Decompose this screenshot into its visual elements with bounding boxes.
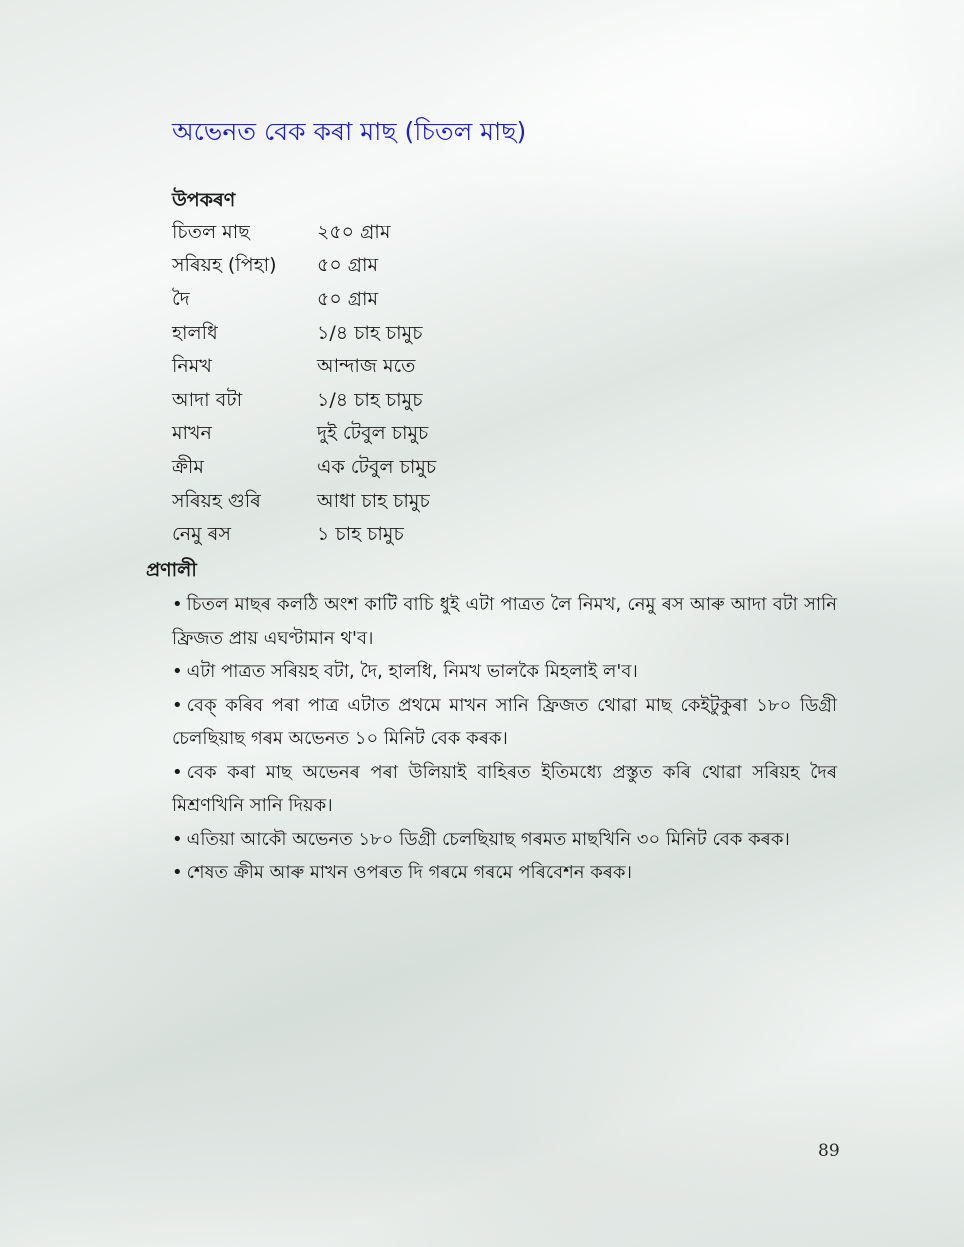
ingredient-name: সৰিয়হ গুৰি — [172, 489, 261, 512]
ingredient-quantity: ৫০ গ্ৰাম — [317, 254, 379, 277]
method-step — [172, 823, 837, 857]
method-step — [172, 856, 837, 890]
ingredient-row — [172, 251, 436, 285]
ingredient-name: আদা বটা — [172, 388, 243, 411]
ingredient-quantity: এক টেবুল চামুচ — [317, 455, 437, 478]
ingredient-name: দৈ — [172, 287, 190, 310]
ingredient-row — [172, 486, 436, 520]
method-step — [172, 655, 837, 689]
ingredient-name: নেমু ৰস — [172, 523, 231, 546]
ingredient-quantity: ২৫০ গ্ৰাম — [317, 220, 391, 243]
bullet-icon: • — [172, 661, 183, 682]
ingredient-name: সৰিয়হ (পিহা) — [172, 254, 277, 277]
bullet-icon: • — [172, 862, 183, 883]
recipe-title: অভেনত বেক কৰা মাছ (চিতল মাছ) — [172, 117, 527, 146]
bullet-icon: • — [172, 828, 183, 850]
ingredient-row — [172, 519, 436, 553]
ingredient-quantity: ৫০ গ্ৰাম — [317, 287, 379, 310]
step-text: এটা পাত্ৰত সৰিয়হ বটা, দৈ, হালধি, নিমখ ভালকৈ মিহলাই ল'ব। — [186, 661, 638, 682]
ingredient-name: চিতল মাছ — [172, 220, 250, 243]
step-text: চিতল মাছৰ কলঠি অংশ কাটি বাচি ধুই এটা পাত্ৰত লৈ নিমখ, নেমু ৰস আৰু আদা বটা সানি ফ্ৰিজত প্ৰায় এঘণ্টামান থ'ব। — [172, 594, 837, 649]
ingredient-quantity: ১/৪ চাহ চামুচ — [317, 388, 423, 411]
method-steps — [172, 588, 837, 890]
step-text: শেষত ক্ৰীম আৰু মাখন ওপৰত দি গৰমে গৰমে পৰিবেশন কৰক। — [186, 862, 632, 883]
ingredient-row — [172, 452, 436, 486]
ingredient-quantity: ১ চাহ চামুচ — [317, 523, 404, 546]
ingredients-heading: উপকৰণ — [172, 189, 236, 211]
ingredient-row — [172, 318, 436, 352]
ingredient-name: ক্ৰীম — [172, 455, 204, 478]
ingredient-quantity: আন্দাজ মতে — [317, 355, 416, 378]
step-text: এতিয়া আকৌ অভেনত ১৮০ ডিগ্ৰী চেলছিয়াছ গৰমত মাছখিনি ৩০ মিনিট বেক কৰক। — [186, 828, 790, 850]
ingredient-quantity: ১/৪ চাহ চামুচ — [317, 321, 423, 344]
bullet-icon: • — [172, 761, 183, 783]
method-step — [172, 588, 837, 655]
ingredient-row — [172, 419, 436, 453]
method-step — [172, 756, 837, 823]
ingredient-name: হালধি — [172, 321, 218, 344]
step-text: বেক কৰা মাছ অভেনৰ পৰা উলিয়াই বাহিৰত ইতিমধ্যে প্ৰস্তুত কৰি থোৱা সৰিয়হ দৈৰ মিশ্ৰণখিনি সানি দিয়ক। — [172, 761, 837, 816]
ingredient-row — [172, 217, 436, 251]
ingredient-row — [172, 284, 436, 318]
ingredient-name: মাখন — [172, 422, 212, 445]
ingredient-row — [172, 351, 436, 385]
method-step — [172, 689, 837, 756]
ingredient-quantity: দুই টেবুল চামুচ — [317, 422, 429, 445]
page-number: 89 — [818, 1141, 840, 1161]
ingredients-list — [172, 217, 436, 553]
step-text: বেক্ কৰিব পৰা পাত্ৰ এটাত প্ৰথমে মাখন সানি ফ্ৰিজত থোৱা মাছ কেইটুকুৰা ১৮০ ডিগ্ৰী চেলছিয়াছ গৰম অভেনত ১০ মিনিট বেক কৰক। — [172, 694, 837, 749]
bullet-icon: • — [172, 694, 183, 716]
ingredient-quantity: আধা চাহ চামুচ — [317, 489, 430, 512]
method-heading: প্ৰণালী — [146, 559, 197, 581]
ingredient-name: নিমখ — [172, 355, 212, 378]
bullet-icon: • — [172, 594, 183, 615]
ingredient-row — [172, 385, 436, 419]
